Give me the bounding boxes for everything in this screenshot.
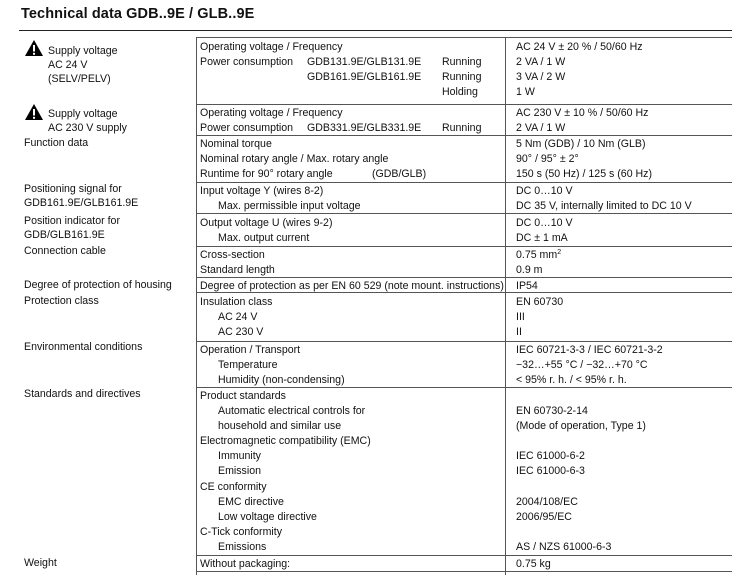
spec-model: GDB161.9E/GLB161.9E	[307, 71, 422, 83]
spec-label: Automatic electrical controls for	[218, 405, 366, 417]
spec-value: −32…+55 °C / −32…+70 °C	[516, 359, 648, 371]
spec-model: (GDB/GLB)	[372, 168, 427, 180]
spec-label: Nominal rotary angle / Max. rotary angle	[200, 153, 389, 165]
spec-label: Low voltage directive	[218, 511, 317, 523]
left-label: Connection cable	[24, 245, 106, 257]
spec-label: household and similar use	[218, 420, 342, 432]
spec-value: 2006/95/EC	[516, 511, 572, 523]
spec-label: Emission	[218, 465, 261, 477]
warning-icon	[24, 103, 44, 121]
column-divider-right	[505, 37, 506, 575]
spec-label: Degree of protection as per EN 60 529 (note mount. instructions)	[200, 280, 504, 292]
column-divider-left	[196, 37, 197, 575]
row-divider	[196, 387, 732, 388]
left-label: Protection class	[24, 295, 99, 307]
spec-value: 0.75 kg	[516, 558, 551, 570]
spec-value: 0.9 m	[516, 264, 543, 276]
spec-value: (Mode of operation, Type 1)	[516, 420, 646, 432]
spec-label: EMC directive	[218, 496, 284, 508]
left-label: Environmental conditions	[24, 341, 143, 353]
page-title: Technical data GDB..9E / GLB..9E	[21, 6, 255, 22]
spec-value: AC 230 V ± 10 % / 50/60 Hz	[516, 107, 649, 119]
spec-label: Temperature	[218, 359, 278, 371]
left-label: Positioning signal for	[24, 183, 122, 195]
spec-label: AC 24 V	[218, 311, 258, 323]
left-label: GDB161.9E/GLB161.9E	[24, 197, 139, 209]
spec-label: Insulation class	[200, 296, 273, 308]
spec-value: 2004/108/EC	[516, 496, 578, 508]
spec-mode: Running	[442, 56, 482, 68]
spec-value: 3 VA / 2 W	[516, 71, 566, 83]
spec-label: Runtime for 90° rotary angle	[200, 168, 333, 180]
row-divider	[196, 37, 732, 38]
spec-value: IEC 61000-6-3	[516, 465, 585, 477]
spec-value: IP54	[516, 280, 538, 292]
row-divider	[196, 182, 732, 183]
spec-label: Power consumption	[200, 56, 294, 68]
spec-label: Humidity (non-condensing)	[218, 374, 345, 386]
spec-label: Standard length	[200, 264, 275, 276]
spec-label: Output voltage U (wires 9-2)	[200, 217, 333, 229]
spec-label: Immunity	[218, 450, 261, 462]
spec-value: EN 60730	[516, 296, 564, 308]
warning-icon	[24, 39, 44, 57]
row-divider	[196, 213, 732, 214]
spec-value: 90° / 95° ± 2°	[516, 153, 579, 165]
spec-value: EN 60730-2-14	[516, 405, 588, 417]
spec-label: Product standards	[200, 390, 286, 402]
spec-label: Operating voltage / Frequency	[200, 107, 343, 119]
spec-label: Power consumption	[200, 122, 294, 134]
left-label: Position indicator for	[24, 215, 120, 227]
spec-label: AC 230 V	[218, 326, 264, 338]
left-label: Weight	[24, 557, 57, 569]
row-divider	[196, 104, 732, 105]
row-divider	[196, 246, 732, 247]
spec-value: DC 0…10 V	[516, 185, 573, 197]
spec-value: AS / NZS 61000-6-3	[516, 541, 612, 553]
spec-label: CE conformity	[200, 481, 267, 493]
spec-label: C-Tick conformity	[200, 526, 283, 538]
spec-value: 2 VA / 1 W	[516, 56, 566, 68]
spec-label: Without packaging:	[200, 558, 291, 570]
spec-label: Max. output current	[218, 232, 310, 244]
left-label: (SELV/PELV)	[48, 73, 111, 85]
left-label: Standards and directives	[24, 388, 141, 400]
spec-label: Input voltage Y (wires 8-2)	[200, 185, 324, 197]
spec-label: Max. permissible input voltage	[218, 200, 361, 212]
left-label: AC 24 V	[48, 59, 88, 71]
row-divider	[196, 555, 732, 556]
left-label: GDB/GLB161.9E	[24, 229, 105, 241]
spec-model: GDB331.9E/GLB331.9E	[307, 122, 422, 134]
spec-value: < 95% r. h. / < 95% r. h.	[516, 374, 627, 386]
spec-value: DC ± 1 mA	[516, 232, 568, 244]
spec-value: 0.75 $mm^2$	[516, 249, 562, 261]
spec-value: DC 0…10 V	[516, 217, 573, 229]
left-label: Supply voltage	[48, 108, 118, 120]
spec-value: IEC 61000-6-2	[516, 450, 585, 462]
spec-value: III	[516, 311, 525, 323]
left-label: Supply voltage	[48, 45, 118, 57]
spec-value: 150 s (50 Hz) / 125 s (60 Hz)	[516, 168, 653, 180]
row-divider	[196, 341, 732, 342]
row-divider	[196, 571, 732, 572]
spec-model: GDB131.9E/GLB131.9E	[307, 56, 422, 68]
spec-value: IEC 60721-3-3 / IEC 60721-3-2	[516, 344, 663, 356]
spec-mode: Holding	[442, 86, 478, 98]
spec-label: Operating voltage / Frequency	[200, 41, 343, 53]
spec-mode: Running	[442, 71, 482, 83]
spec-value: II	[516, 326, 522, 338]
title-rule	[19, 30, 732, 31]
spec-value: 2 VA / 1 W	[516, 122, 566, 134]
spec-value: 1 W	[516, 86, 535, 98]
spec-mode: Running	[442, 122, 482, 134]
spec-label: Operation / Transport	[200, 344, 301, 356]
left-label: Function data	[24, 137, 89, 149]
left-label: Degree of protection of housing	[24, 279, 172, 291]
spec-label: Electromagnetic compatibility (EMC)	[200, 435, 371, 447]
spec-label: Emissions	[218, 541, 267, 553]
spec-value: 5 Nm (GDB) / 10 Nm (GLB)	[516, 138, 646, 150]
spec-label: Cross-section	[200, 249, 265, 261]
row-divider	[196, 277, 732, 278]
row-divider	[196, 135, 732, 136]
spec-value: AC 24 V ± 20 % / 50/60 Hz	[516, 41, 643, 53]
spec-label: Nominal torque	[200, 138, 272, 150]
spec-value: DC 35 V, internally limited to DC 10 V	[516, 200, 692, 212]
left-label: AC 230 V supply	[48, 122, 127, 134]
